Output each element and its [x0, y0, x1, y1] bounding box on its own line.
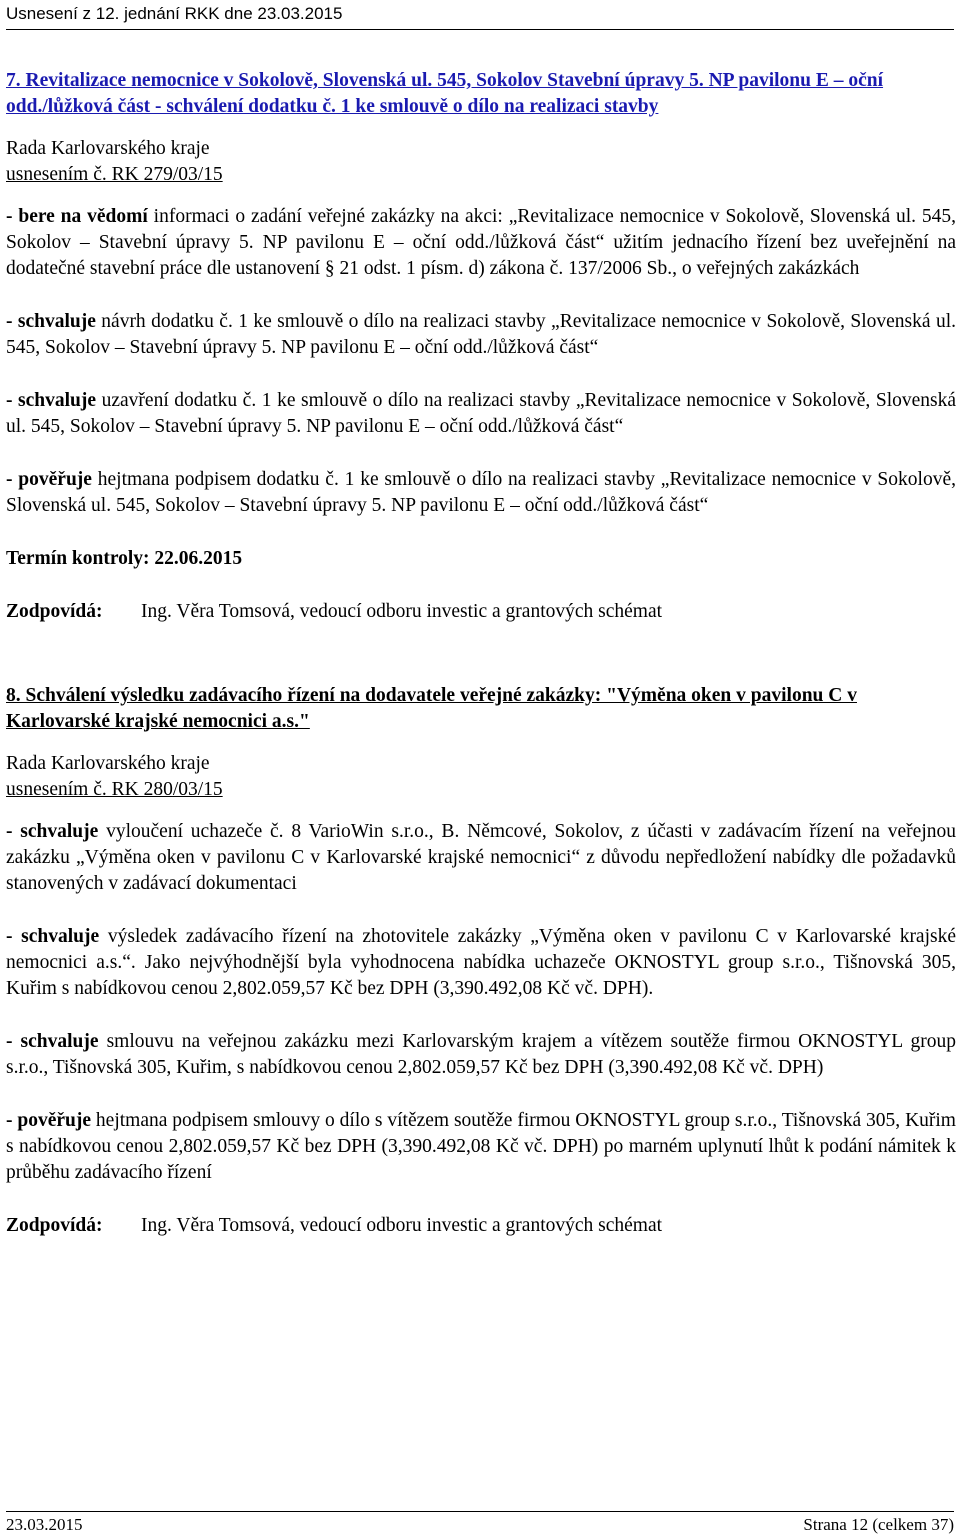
- footer-rule: [6, 1511, 954, 1512]
- item-7-heading: 7. Revitalizace nemocnice v Sokolově, Slovenská ul. 545, Sokolov Stavební úpravy 5. NP pavilonu E – oční odd./lůžková část - schválení dodatku č. 1 ke smlouvě o dílo na realizaci stavby: [6, 70, 884, 117]
- point-text: uzavření dodatku č. 1 ke smlouvě o dílo na realizaci stavby „Revitalizace nemocnice v Sokolově, Slovenská ul. 545, Sokolov – Stavební úpravy 5. NP pavilonu E – oční odd./lůžková část“: [6, 390, 957, 437]
- item-7-resolution: usnesením č. RK 279/03/15: [6, 164, 223, 185]
- item-7-term: Termín kontroly: 22.06.2015: [6, 548, 243, 569]
- item-8-body: Rada Karlovarského kraje: [6, 753, 210, 774]
- point-verb: - schvaluje: [6, 311, 96, 332]
- page-header: Usnesení z 12. jednání RKK dne 23.03.2015: [6, 4, 343, 23]
- footer-date: 23.03.2015: [6, 1515, 83, 1534]
- point-verb: - schvaluje: [6, 390, 97, 411]
- point-verb: - schvaluje: [6, 1031, 99, 1052]
- item-7-point-4: [6, 467, 956, 519]
- responsible-value: Ing. Věra Tomsová, vedoucí odboru investic a grantových schémat: [141, 601, 663, 622]
- point-text: výsledek zadávacího řízení na zhotovitele zakázky „Výměna oken v pavilonu C v Karlovarské krajské nemocnici a.s.“. Jako nejvýhodnější byla vyhodnocena nabídka uchazeče OKNOSTYL group s.r.o., Tišnovská 305, Kuřim s nabídkovou cenou 2,802.059,57 Kč bez DPH (3,390.492,08 Kč vč. DPH).: [6, 926, 957, 999]
- point-verb: - pověřuje: [6, 469, 92, 490]
- item-8-heading: 8. Schválení výsledku zadávacího řízení na dodavatele veřejné zakázky: "Výměna oken v pavilonu C v Karlovarské krajské nemocnici a.s.": [6, 685, 857, 732]
- item-8-point-4: [6, 1108, 956, 1186]
- responsible-label: Zodpovídá:: [6, 1215, 103, 1236]
- header-rule: [6, 29, 954, 30]
- point-verb: - pověřuje: [6, 1110, 92, 1131]
- item-8-responsible: [6, 1213, 956, 1239]
- document-body: [6, 68, 956, 1239]
- item-7-body: Rada Karlovarského kraje: [6, 138, 210, 159]
- point-text: vyloučení uchazeče č. 8 VarioWin s.r.o., B. Němcové, Sokolov, z účasti v zadávacím řízení na veřejnou zakázku „Výměna oken v pavilonu C v Karlovarské krajské nemocnici“ z důvodu nepředložení nabídky dle požadavků stanovených v zadávací dokumentaci: [6, 821, 956, 894]
- item-7-point-2: [6, 309, 956, 361]
- point-verb: - schvaluje: [6, 926, 100, 947]
- point-text: návrh dodatku č. 1 ke smlouvě o dílo na realizaci stavby „Revitalizace nemocnice v Sokolově, Slovenská ul. 545, Sokolov – Stavební úpravy 5. NP pavilonu E – oční odd./lůžková část“: [6, 311, 956, 358]
- item-8-point-1: [6, 819, 956, 897]
- point-text: informaci o zadání veřejné zakázky na akci: „Revitalizace nemocnice v Sokolově, Slovenská ul. 545, Sokolov – Stavební úpravy 5. NP pavilonu E – oční odd./lůžková část“ užitím jednacího řízení bez uveřejnění na dodatečné stavební práce dle ustanovení § 21 odst. 1 písm. d) zákona č. 137/2006 Sb., o veřejných zakázkách: [6, 206, 956, 279]
- footer-page-number: Strana 12 (celkem 37): [803, 1515, 954, 1534]
- point-verb: - schvaluje: [6, 821, 99, 842]
- point-text: smlouvu na veřejnou zakázku mezi Karlovarským krajem a vítězem soutěže firmou OKNOSTYL group s.r.o., Tišnovská 305, Kuřim, s nabídkovou cenou 2,802.059,57 Kč bez DPH (3,390.492,08 Kč vč. DPH): [6, 1031, 956, 1078]
- responsible-label: Zodpovídá:: [6, 601, 103, 622]
- item-8-point-3: [6, 1029, 956, 1081]
- item-8-resolution: usnesením č. RK 280/03/15: [6, 779, 223, 800]
- item-7-point-1: [6, 204, 956, 282]
- item-7-point-3: [6, 388, 956, 440]
- item-8-point-2: [6, 924, 956, 1002]
- item-7-responsible: [6, 599, 956, 625]
- responsible-value: Ing. Věra Tomsová, vedoucí odboru investic a grantových schémat: [141, 1215, 663, 1236]
- point-verb: - bere na vědomí: [6, 206, 148, 227]
- point-text: hejtmana podpisem dodatku č. 1 ke smlouvě o dílo na realizaci stavby „Revitalizace nemocnice v Sokolově, Slovenská ul. 545, Sokolov – Stavební úpravy 5. NP pavilonu E – oční odd./lůžková část“: [6, 469, 956, 516]
- point-text: hejtmana podpisem smlouvy o dílo s vítězem soutěže firmou OKNOSTYL group s.r.o., Tišnovská 305, Kuřim s nabídkovou cenou 2,802.059,57 Kč bez DPH (3,390.492,08 Kč vč. DPH) po marném uplynutí lhůt k podání námitek k průběhu zadávacího řízení: [6, 1110, 956, 1183]
